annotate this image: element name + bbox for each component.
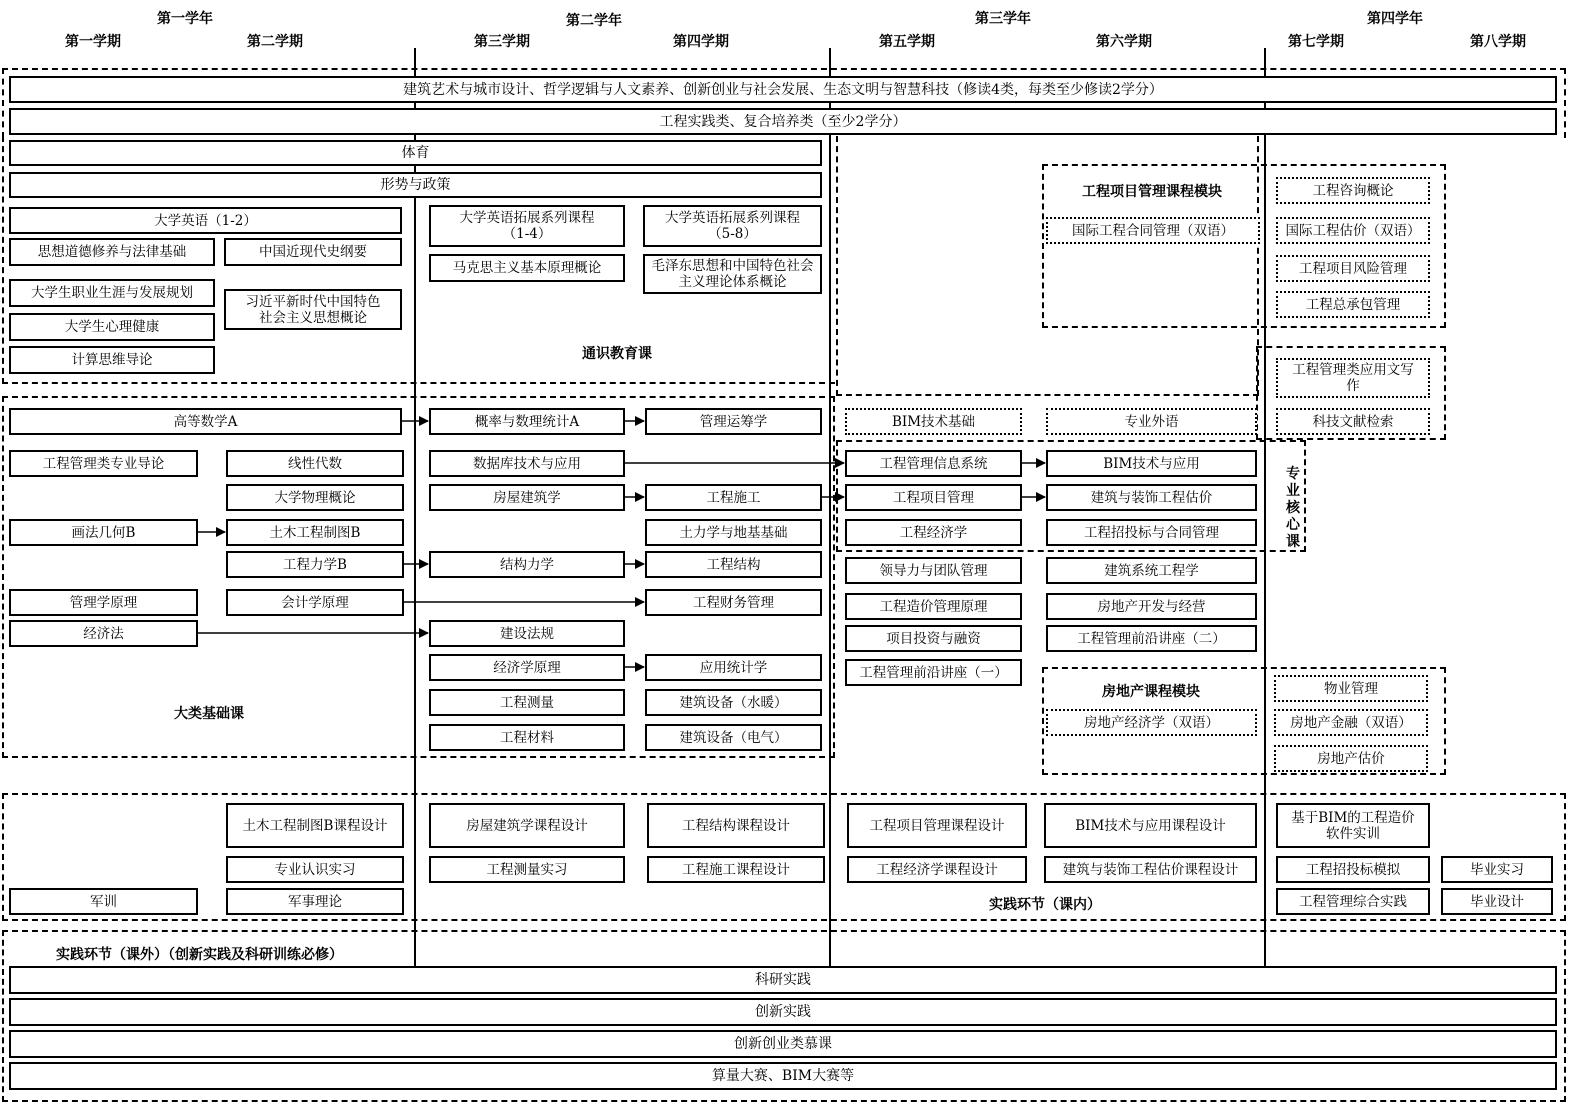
semester-4-header: 第四学期 [673,34,729,50]
project-mgmt-box: 工程项目管理 [845,484,1022,511]
drawing-design-box: 土木工程制图B课程设计 [226,803,404,848]
probability-box: 概率与数理统计A [429,408,625,435]
construction-box: 工程施工 [645,484,822,511]
re-appraisal-box: 房地产估价 [1274,745,1428,772]
estimate-design-box: 建筑与装饰工程估价课程设计 [1044,856,1257,883]
soil-mechanics-box: 土力学与地基基础 [645,519,822,546]
cognition-box: 专业认识实习 [226,856,404,883]
construction-law-box: 建设法规 [429,620,625,647]
semester-5-header: 第五学期 [879,34,935,50]
management-box: 管理学原理 [9,589,198,616]
risk-box: 工程项目风险管理 [1276,255,1430,282]
research-box: 科研实践 [9,966,1557,994]
building-arch-box: 房屋建筑学 [429,484,625,511]
prof-english-box: 专业外语 [1046,408,1257,435]
re-finance-box: 房地产金融（双语） [1274,709,1428,736]
consulting-box: 工程咨询概论 [1276,177,1430,204]
bidding-box: 工程招投标与合同管理 [1046,519,1257,546]
physics-box: 大学物理概论 [226,484,404,511]
general-contract-box: 工程总承包管理 [1276,291,1430,318]
pe-box: 体育 [9,140,822,166]
english-ext-2-box: 大学英语拓展系列课程（5-8） [643,205,822,247]
thesis-box: 毕业设计 [1441,888,1553,915]
cost-mgmt-box: 工程造价管理原理 [845,593,1022,620]
semester-8-header: 第八学期 [1470,34,1526,50]
structure-design-box: 工程结构课程设计 [647,803,825,848]
comprehensive-box: 工程管理综合实践 [1276,888,1430,915]
marxism-box: 马克思主义基本原理概论 [429,254,625,282]
applied-stats-box: 应用统计学 [645,654,822,681]
year-1-header: 第一学年 [157,11,213,27]
semester-3-header: 第三学期 [474,34,530,50]
pm-design-box: 工程项目管理课程设计 [847,803,1027,848]
bid-simulation-box: 工程招投标模拟 [1276,856,1430,883]
property-mgmt-box: 物业管理 [1274,675,1428,702]
bim-software-box: 基于BIM的工程造价软件实训 [1276,803,1430,848]
materials-box: 工程材料 [429,724,625,751]
operations-research-box: 管理运筹学 [645,408,822,435]
eng-economics-box: 工程经济学 [845,519,1022,546]
civil-drawing-box: 土木工程制图B [226,519,404,546]
year-3-header: 第三学年 [975,11,1031,27]
semester-2-header: 第二学期 [247,34,303,50]
desc-geometry-box: 画法几何B [9,519,198,546]
database-box: 数据库技术与应用 [429,450,625,477]
real-estate-dev-box: 房地产开发与经营 [1046,593,1257,620]
economic-law-box: 经济法 [9,620,198,647]
fin-management-box: 工程财务管理 [645,589,822,616]
year-4-header: 第四学年 [1367,11,1423,27]
internship-box: 毕业实习 [1441,856,1553,883]
semester-1-header: 第一学期 [65,34,121,50]
mis-box: 工程管理信息系统 [845,450,1022,477]
military-training-box: 军训 [9,888,198,915]
investment-box: 项目投资与融资 [845,625,1022,652]
equip-electric-box: 建筑设备（电气） [645,724,822,751]
intro-box: 工程管理类专业导论 [9,450,198,477]
frontier-2-box: 工程管理前沿讲座（二） [1046,625,1257,652]
economics-box: 经济学原理 [429,654,625,681]
struct-mechanics-box: 结构力学 [429,551,625,578]
accounting-box: 会计学原理 [226,589,404,616]
mooc-box: 创新创业类慕课 [9,1030,1557,1058]
bim-design-box: BIM技术与应用课程设计 [1044,803,1257,848]
leadership-box: 领导力与团队管理 [845,557,1022,584]
military-theory-box: 军事理论 [226,888,404,915]
practice-out-label: 实践环节（课外）（创新实践及科研训练必修） [56,947,343,963]
arch-design-box: 房屋建筑学课程设计 [429,803,625,848]
mental-health-box: 大学生心理健康 [9,313,215,341]
xi-thought-box: 习近平新时代中国特色社会主义思想概论 [224,289,402,330]
semester-6-header: 第六学期 [1096,34,1152,50]
innovation-box: 创新实践 [9,998,1557,1026]
computing-box: 计算思维导论 [9,346,215,374]
english-box: 大学英语（1-2） [9,207,402,234]
eng-mechanics-box: 工程力学B [226,551,404,578]
re-economics-box: 房地产经济学（双语） [1046,709,1257,736]
linear-algebra-box: 线性代数 [226,450,404,477]
semester-7-header: 第七学期 [1288,34,1344,50]
re-module-label: 房地产课程模块 [1102,684,1200,700]
engineering-practice-box: 工程实践类、复合培养类（至少2学分） [9,108,1557,135]
general-education-label: 通识教育课 [582,346,652,362]
survey-practice-box: 工程测量实习 [429,856,625,883]
foundation-label: 大类基础课 [174,706,244,722]
pm-module-label: 工程项目管理课程模块 [1082,184,1222,200]
contests-box: 算量大赛、BIM大赛等 [9,1062,1557,1090]
bim-basic-box: BIM技术基础 [845,408,1022,435]
construction-design-box: 工程施工课程设计 [647,856,825,883]
econ-design-box: 工程经济学课程设计 [847,856,1027,883]
english-ext-1-box: 大学英语拓展系列课程（1-4） [429,205,625,247]
writing-box: 工程管理类应用文写作 [1276,358,1430,398]
equip-hvac-box: 建筑设备（水暖） [645,689,822,716]
adv-math-box: 高等数学A [9,408,402,435]
eng-structure-box: 工程结构 [645,551,822,578]
practice-in-label: 实践环节（课内） [989,897,1101,913]
surveying-box: 工程测量 [429,689,625,716]
cost-estimate-box: 建筑与装饰工程估价 [1046,484,1257,511]
year-2-header: 第二学年 [566,13,622,29]
modern-history-box: 中国近现代史纲要 [224,238,402,266]
intl-contract-box: 国际工程合同管理（双语） [1046,217,1260,244]
core-label: 专业核心课 [1286,466,1300,550]
frontier-1-box: 工程管理前沿讲座（一） [845,659,1022,686]
intl-estimate-box: 国际工程估价（双语） [1276,217,1430,244]
morality-law-box: 思想道德修养与法律基础 [9,238,215,266]
general-electives-box: 建筑艺术与城市设计、哲学逻辑与人文素养、创新创业与社会发展、生态文明与智慧科技（修读4类，每类至少修读2学分） [9,76,1557,103]
policy-box: 形势与政策 [9,172,822,198]
literature-box: 科技文献检索 [1276,408,1430,435]
mao-thought-box: 毛泽东思想和中国特色社会主义理论体系概论 [643,254,822,294]
building-systems-box: 建筑系统工程学 [1046,557,1257,584]
bim-app-box: BIM技术与应用 [1046,450,1257,477]
career-box: 大学生职业生涯与发展规划 [9,279,215,307]
